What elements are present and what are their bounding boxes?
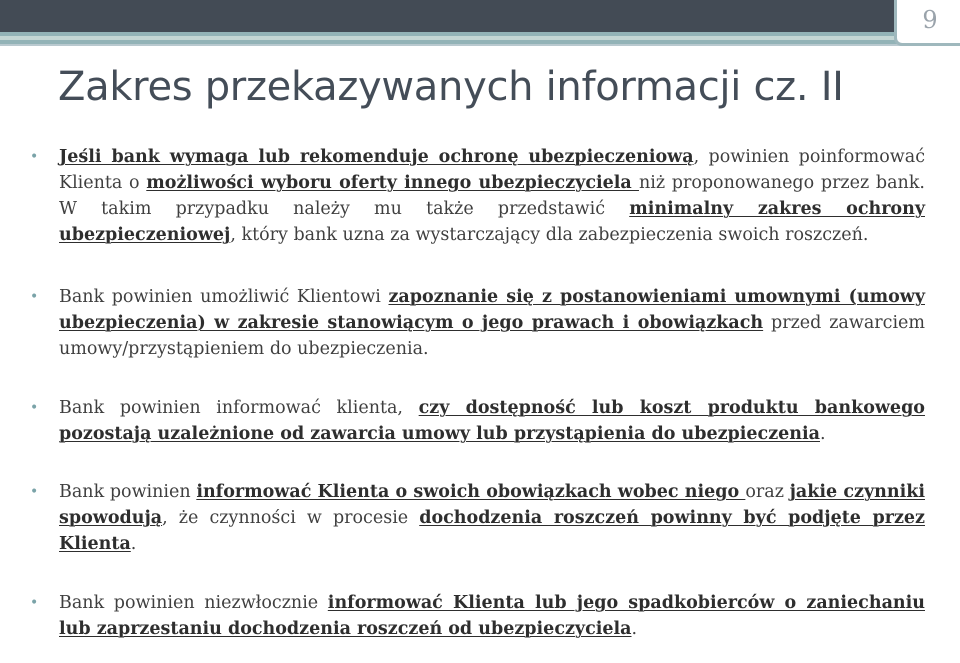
body-text: , który bank uzna za wystarczający dla zabezpieczenia swoich roszczeń. xyxy=(230,225,869,245)
bullet-item-2 xyxy=(30,284,925,362)
emphasis-text: minimalny zakres ochrony ubezpieczeniowej xyxy=(59,199,925,245)
bullet-list xyxy=(30,144,925,642)
emphasis-text: dochodzenia roszczeń powinny być podjęte przez Klienta xyxy=(59,508,925,554)
slide-number: 9 xyxy=(922,6,938,34)
emphasis-text: informować Klienta lub jego spadkobierców o zaniechaniu lub zaprzestaniu dochodzenia roszczeń od ubezpieczyciela xyxy=(59,593,925,639)
body-text: niż proponowanego przez bank. W takim przypadku należy mu także przedstawić xyxy=(59,173,925,219)
header-band xyxy=(0,0,960,32)
bullet-item-3 xyxy=(30,395,925,447)
body-text: . xyxy=(631,619,638,639)
body-text: Bank powinien umożliwić Klientowi xyxy=(59,287,389,307)
body-text: przed zawarciem umowy/przystąpieniem do ubezpieczenia. xyxy=(59,313,925,359)
body-text: . xyxy=(820,424,826,444)
emphasis-text: możliwości wyboru oferty innego ubezpieczyciela xyxy=(146,173,639,193)
header-stripe-thin xyxy=(0,44,960,46)
body-text: oraz xyxy=(745,482,790,502)
emphasis-text: informować Klienta o swoich obowiązkach wobec niego xyxy=(196,482,746,502)
emphasis-text: czy dostępność lub koszt produktu bankowego pozostają uzależnione od zawarcia umowy lub przystąpienia do ubezpieczenia xyxy=(59,398,925,444)
bullet-item-1 xyxy=(30,144,925,248)
body-text: , powinien poinformować Klienta o xyxy=(59,147,925,193)
header-stripe-mint xyxy=(0,36,960,40)
emphasis-text: Jeśli bank wymaga lub rekomenduje ochronę ubezpieczeniową xyxy=(59,147,694,167)
emphasis-text: zapoznanie się z postanowieniami umownymi (umowy ubezpieczenia) w zakresie stanowiącym o jego prawach i obowiązkach xyxy=(59,287,925,333)
emphasis-text: jakie czynniki spowodują xyxy=(59,482,925,528)
body-text: . xyxy=(130,534,137,554)
body-text: Bank powinien niezwłocznie xyxy=(59,593,328,613)
body-text: , że czynności w procesie xyxy=(162,508,420,528)
body-text: Bank powinien informować klienta, xyxy=(59,398,419,418)
bullet-item-5 xyxy=(30,590,925,642)
slide-title: Zakres przekazywanych informacji cz. II xyxy=(58,64,844,110)
bullet-item-4 xyxy=(30,479,925,557)
body-text: Bank powinien xyxy=(59,482,197,502)
